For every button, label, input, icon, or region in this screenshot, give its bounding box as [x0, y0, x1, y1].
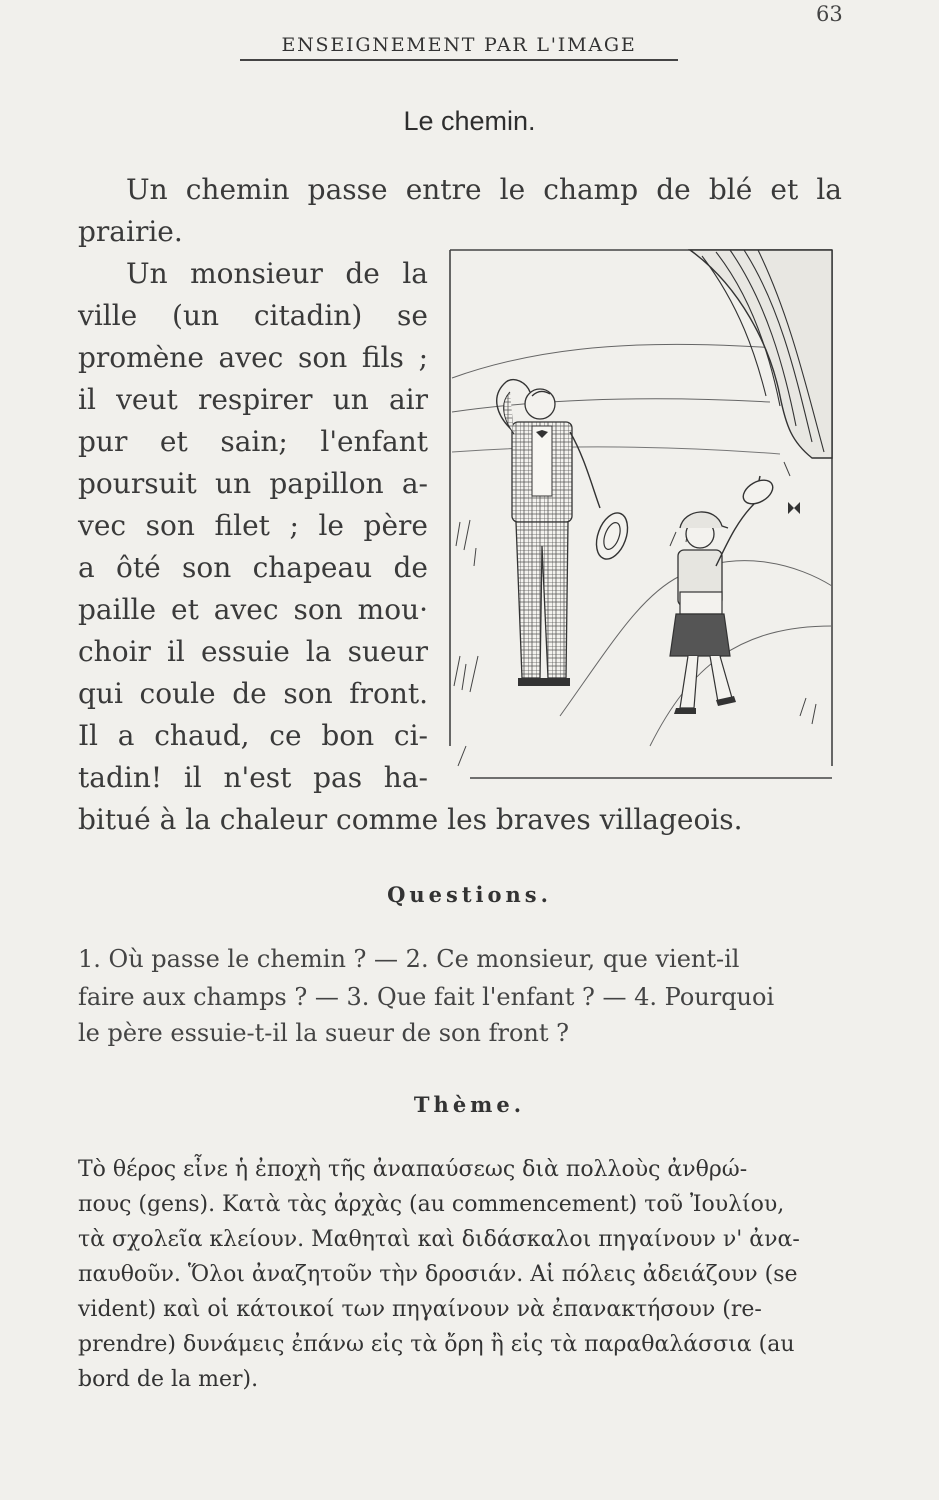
body-line: prairie. [78, 215, 183, 248]
path-illustration [440, 246, 840, 786]
body-line: tadin! il n'est pas ha- [78, 761, 428, 794]
body-line: Il a chaud, ce bon ci- [78, 719, 428, 752]
body-line: vec son filet ; le père [78, 509, 428, 542]
body-line: bitué à la chaleur comme les braves villageois. [78, 803, 743, 836]
body-line: pur et sain; l'enfant [78, 425, 428, 458]
body-line: il veut respirer un air [78, 383, 428, 416]
question-line: le père essuie-t-il la sueur de son front ? [78, 1019, 569, 1047]
page-number: 63 [816, 2, 843, 26]
question-line: 1. Où passe le chemin ? — 2. Ce monsieur, que vient-il [78, 945, 740, 973]
body-line: paille et avec son mou· [78, 593, 428, 626]
body-line: a ôté son chapeau de [78, 551, 428, 584]
theme-line: πους (gens). Κατὰ τὰς ἀρχὰς (au commencement) τοῦ Ἰουλίου, [78, 1192, 785, 1217]
theme-line: prendre) δυνάμεις ἐπάνω εἰς τὰ ὄρη ἢ εἰς τὰ παραθαλάσσια (au [78, 1332, 795, 1357]
body-line: choir il essuie la sueur [78, 635, 428, 668]
page-title: Le chemin. [403, 106, 536, 136]
body-line: Un chemin passe entre le champ de blé et la [126, 173, 842, 206]
question-line: faire aux champs ? — 3. Que fait l'enfant ? — 4. Pourquoi [78, 983, 775, 1011]
body-line: qui coule de son front. [78, 677, 428, 710]
body-line: poursuit un papillon a- [78, 467, 428, 500]
theme-line: τὰ σχολεῖα κλείουν. Μαθηταὶ καὶ διδάσκαλοι πηγαίνουν ν' ἀνα- [78, 1227, 800, 1252]
running-head: ENSEIGNEMENT PAR L'IMAGE [240, 34, 678, 61]
body-line: ville (un citadin) se [78, 299, 428, 332]
theme-line: Τὸ θέρος εἶνε ἡ ἐποχὴ τῆς ἀναπαύσεως διὰ πολλοὺς ἀνθρώ- [78, 1157, 748, 1182]
body-line: promène avec son fils ; [78, 341, 428, 374]
theme-line: vident) καὶ οἱ κάτοικοί των πηγαίνουν νὰ ἐπανακτήσουν (re- [78, 1297, 762, 1322]
body-line: Un monsieur de la [126, 257, 428, 290]
theme-heading: Thème. [413, 1092, 526, 1117]
questions-heading: Questions. [387, 882, 552, 907]
theme-line: παυθοῦν. Ὅλοι ἀναζητοῦν τὴν δροσιάν. Αἱ πόλεις ἀδειάζουν (se [78, 1262, 798, 1287]
theme-line: bord de la mer). [78, 1367, 259, 1392]
